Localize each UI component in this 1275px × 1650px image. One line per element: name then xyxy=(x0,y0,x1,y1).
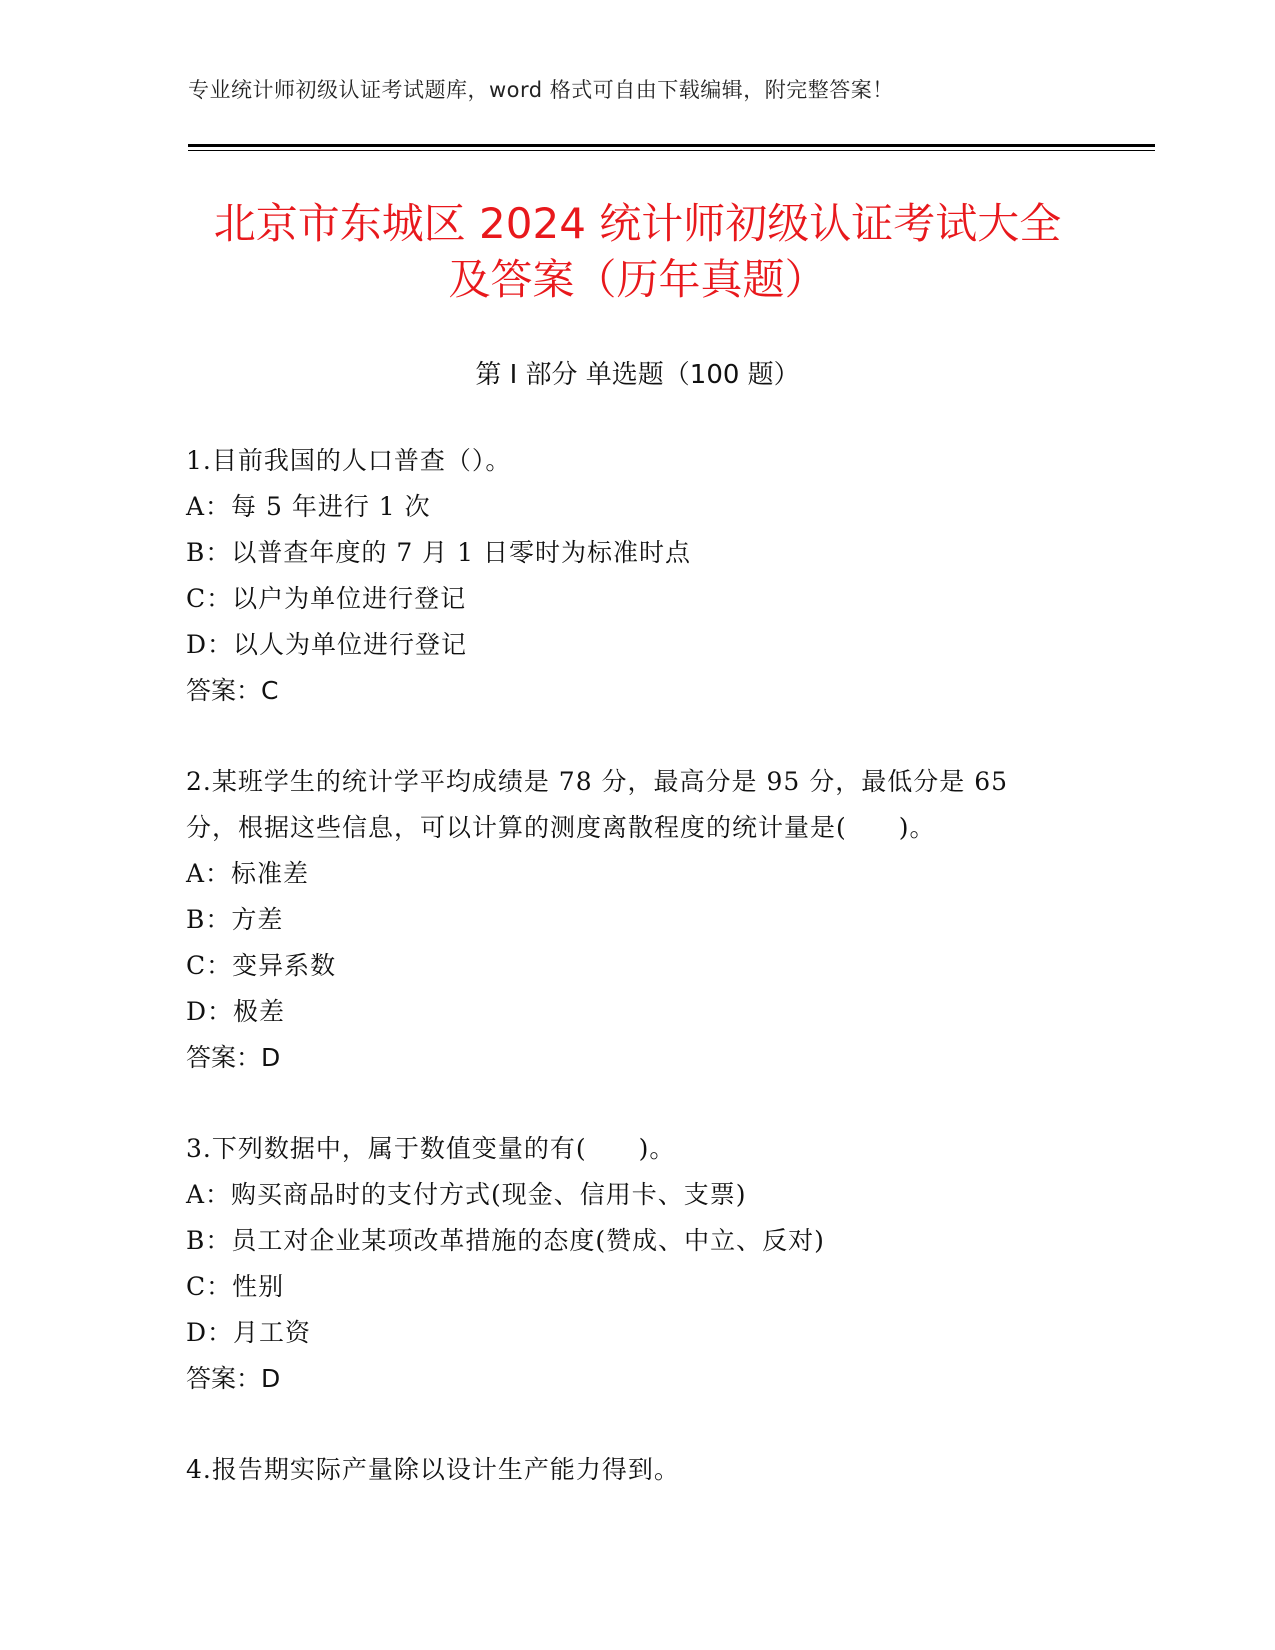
question-stem: 2.某班学生的统计学平均成绩是 78 分，最高分是 95 分，最低分是 65 xyxy=(186,767,1009,796)
question-stem: 4.报告期实际产量除以设计生产能力得到。 xyxy=(186,1455,680,1484)
header-rule-thin xyxy=(188,150,1155,151)
question-stem: 3.下列数据中，属于数值变量的有( )。 xyxy=(186,1134,676,1163)
header-rule-thick xyxy=(188,144,1155,147)
option-d: D：以人为单位进行登记 xyxy=(186,630,468,659)
option-d: D：极差 xyxy=(186,997,286,1026)
option-a: A：购买商品时的支付方式(现金、信用卡、支票) xyxy=(186,1180,747,1209)
section-heading: 第 I 部分 单选题（100 题） xyxy=(475,360,800,390)
option-b: B：员工对企业某项改革措施的态度(赞成、中立、反对) xyxy=(186,1226,825,1255)
option-a: A：标准差 xyxy=(186,859,310,888)
title-line-2: 及答案（历年真题） xyxy=(448,255,827,304)
question-stem: 1.目前我国的人口普查（）。 xyxy=(186,446,512,475)
question-list xyxy=(186,438,1086,1538)
document-title xyxy=(150,196,1125,308)
option-c: C：性别 xyxy=(186,1272,285,1301)
option-b: B：以普查年度的 7 月 1 日零时为标准时点 xyxy=(186,538,691,567)
option-c: C：以户为单位进行登记 xyxy=(186,584,467,613)
question-4 xyxy=(186,1447,1086,1493)
title-line-1: 北京市东城区 2024 统计师初级认证考试大全 xyxy=(213,199,1062,248)
option-b: B：方差 xyxy=(186,905,284,934)
question-3 xyxy=(186,1126,1086,1402)
answer: 答案：D xyxy=(186,1043,281,1072)
answer: 答案：C xyxy=(186,676,279,705)
option-c: C：变异系数 xyxy=(186,951,337,980)
question-1 xyxy=(186,438,1086,714)
question-2 xyxy=(186,759,1086,1081)
answer: 答案：D xyxy=(186,1364,281,1393)
question-stem-cont: 分，根据这些信息，可以计算的测度离散程度的统计量是( )。 xyxy=(186,813,936,842)
option-d: D：月工资 xyxy=(186,1318,312,1347)
option-a: A：每 5 年进行 1 次 xyxy=(186,492,431,521)
header-note: 专业统计师初级认证考试题库，word 格式可自由下载编辑，附完整答案！ xyxy=(188,78,894,102)
